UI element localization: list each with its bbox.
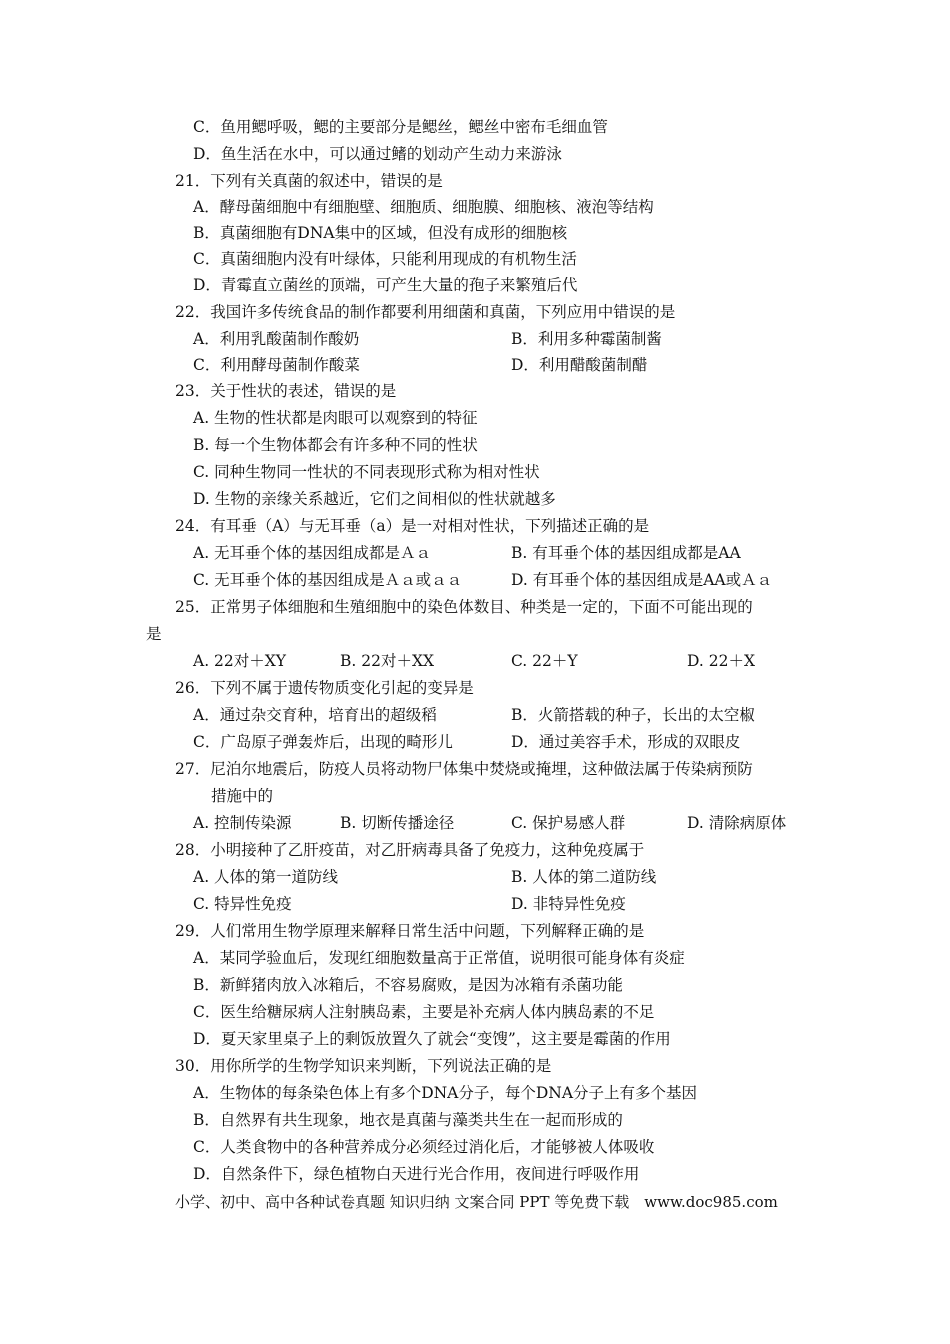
option-line: A. 无耳垂个体的基因组成都是Ａａ — [193, 544, 432, 562]
option-line: B. 有耳垂个体的基因组成都是AA — [511, 544, 741, 562]
option-line: C．医生给糖尿病人注射胰岛素，主要是补充病人体内胰岛素的不足 — [193, 1003, 655, 1021]
question-28: 28．小明接种了乙肝疫苗，对乙肝病毒具备了免疫力，这种免疫属于 — [175, 841, 645, 859]
option-line: C. 特异性免疫 — [193, 895, 292, 913]
option-line: A．某同学验血后，发现红细胞数量高于正常值，说明很可能身体有炎症 — [193, 949, 685, 967]
question-23: 23．关于性状的表述，错误的是 — [175, 382, 397, 400]
option-line: D. 清除病原体 — [687, 814, 787, 832]
option-line: B. 每一个生物体都会有许多种不同的性状 — [193, 436, 478, 454]
question-25-wrap: 是 — [146, 625, 162, 643]
option-line: A. 生物的性状都是肉眼可以观察到的特征 — [193, 409, 478, 427]
option-line: A. 人体的第一道防线 — [193, 868, 339, 886]
option-line: B．火箭搭载的种子，长出的太空椒 — [511, 706, 755, 724]
option-line: A．利用乳酸菌制作酸奶 — [193, 330, 360, 348]
option-line: D．夏天家里桌子上的剩饭放置久了就会“变馊”，这主要是霉菌的作用 — [193, 1030, 671, 1048]
option-line: C. 无耳垂个体的基因组成是Ａａ或ａａ — [193, 571, 463, 589]
option-line: B．自然界有共生现象，地衣是真菌与藻类共生在一起而形成的 — [193, 1111, 623, 1129]
option-line: D．通过美容手术，形成的双眼皮 — [511, 733, 741, 751]
option-line: A. 控制传染源 — [193, 814, 292, 832]
option-line: D．利用醋酸菌制醋 — [511, 356, 648, 374]
question-27: 27．尼泊尔地震后，防疫人员将动物尸体集中焚烧或掩埋，这种做法属于传染病预防 — [175, 760, 753, 778]
option-line: C．鱼用鳃呼吸，鳃的主要部分是鳃丝，鳃丝中密布毛细血管 — [193, 118, 608, 136]
option-line: B．利用多种霉菌制酱 — [511, 330, 662, 348]
option-line: B. 切断传播途径 — [340, 814, 455, 832]
page-footer: 小学、初中、高中各种试卷真题 知识归纳 文案合同 PPT 等免费下载 www.doc985.com — [175, 1193, 778, 1211]
option-line: D．鱼生活在水中，可以通过鳍的划动产生动力来游泳 — [193, 145, 562, 163]
option-line: A．生物体的每条染色体上有多个DNA分子，每个DNA分子上有多个基因 — [193, 1084, 698, 1102]
option-line: D. 生物的亲缘关系越近，它们之间相似的性状就越多 — [193, 490, 556, 508]
option-line: B．真菌细胞有DNA集中的区域，但没有成形的细胞核 — [193, 224, 568, 242]
option-line: D. 有耳垂个体的基因组成是AA或Ａａ — [511, 571, 773, 589]
option-line: C．真菌细胞内没有叶绿体，只能利用现成的有机物生活 — [193, 250, 577, 268]
question-26: 26．下列不属于遗传物质变化引起的变异是 — [175, 679, 474, 697]
option-line: A．酵母菌细胞中有细胞壁、细胞质、细胞膜、细胞核、液泡等结构 — [193, 198, 654, 216]
option-line: B. 人体的第二道防线 — [511, 868, 657, 886]
option-line: C. 同种生物同一性状的不同表现形式称为相对性状 — [193, 463, 540, 481]
option-line: D．自然条件下，绿色植物白天进行光合作用，夜间进行呼吸作用 — [193, 1165, 640, 1183]
question-25: 25．正常男子体细胞和生殖细胞中的染色体数目、种类是一定的，下面不可能出现的 — [175, 598, 753, 616]
option-line: C．利用酵母菌制作酸菜 — [193, 356, 360, 374]
option-line: B．新鲜猪肉放入冰箱后，不容易腐败，是因为冰箱有杀菌功能 — [193, 976, 623, 994]
option-line: C. 22＋Y — [511, 652, 578, 670]
option-line: C. 保护易感人群 — [511, 814, 626, 832]
option-line: D．青霉直立菌丝的顶端，可产生大量的孢子来繁殖后代 — [193, 276, 578, 294]
question-30: 30．用你所学的生物学知识来判断，下列说法正确的是 — [175, 1057, 552, 1075]
option-line: B. 22对＋XX — [340, 652, 435, 670]
question-29: 29．人们常用生物学原理来解释日常生活中问题，下列解释正确的是 — [175, 922, 645, 940]
question-24: 24．有耳垂（A）与无耳垂（a）是一对相对性状，下列描述正确的是 — [175, 517, 650, 535]
option-line: C．广岛原子弹轰炸后，出现的畸形儿 — [193, 733, 453, 751]
option-line: A. 22对＋XY — [193, 652, 287, 670]
option-line: C．人类食物中的各种营养成分必须经过消化后，才能够被人体吸收 — [193, 1138, 655, 1156]
option-line: D. 非特异性免疫 — [511, 895, 626, 913]
option-line: A．通过杂交育种，培育出的超级稻 — [193, 706, 437, 724]
question-21: 21．下列有关真菌的叙述中，错误的是 — [175, 172, 443, 190]
question-27-wrap: 措施中的 — [211, 787, 274, 805]
question-22: 22．我国许多传统食品的制作都要利用细菌和真菌，下列应用中错误的是 — [175, 303, 676, 321]
option-line: D. 22＋X — [687, 652, 755, 670]
